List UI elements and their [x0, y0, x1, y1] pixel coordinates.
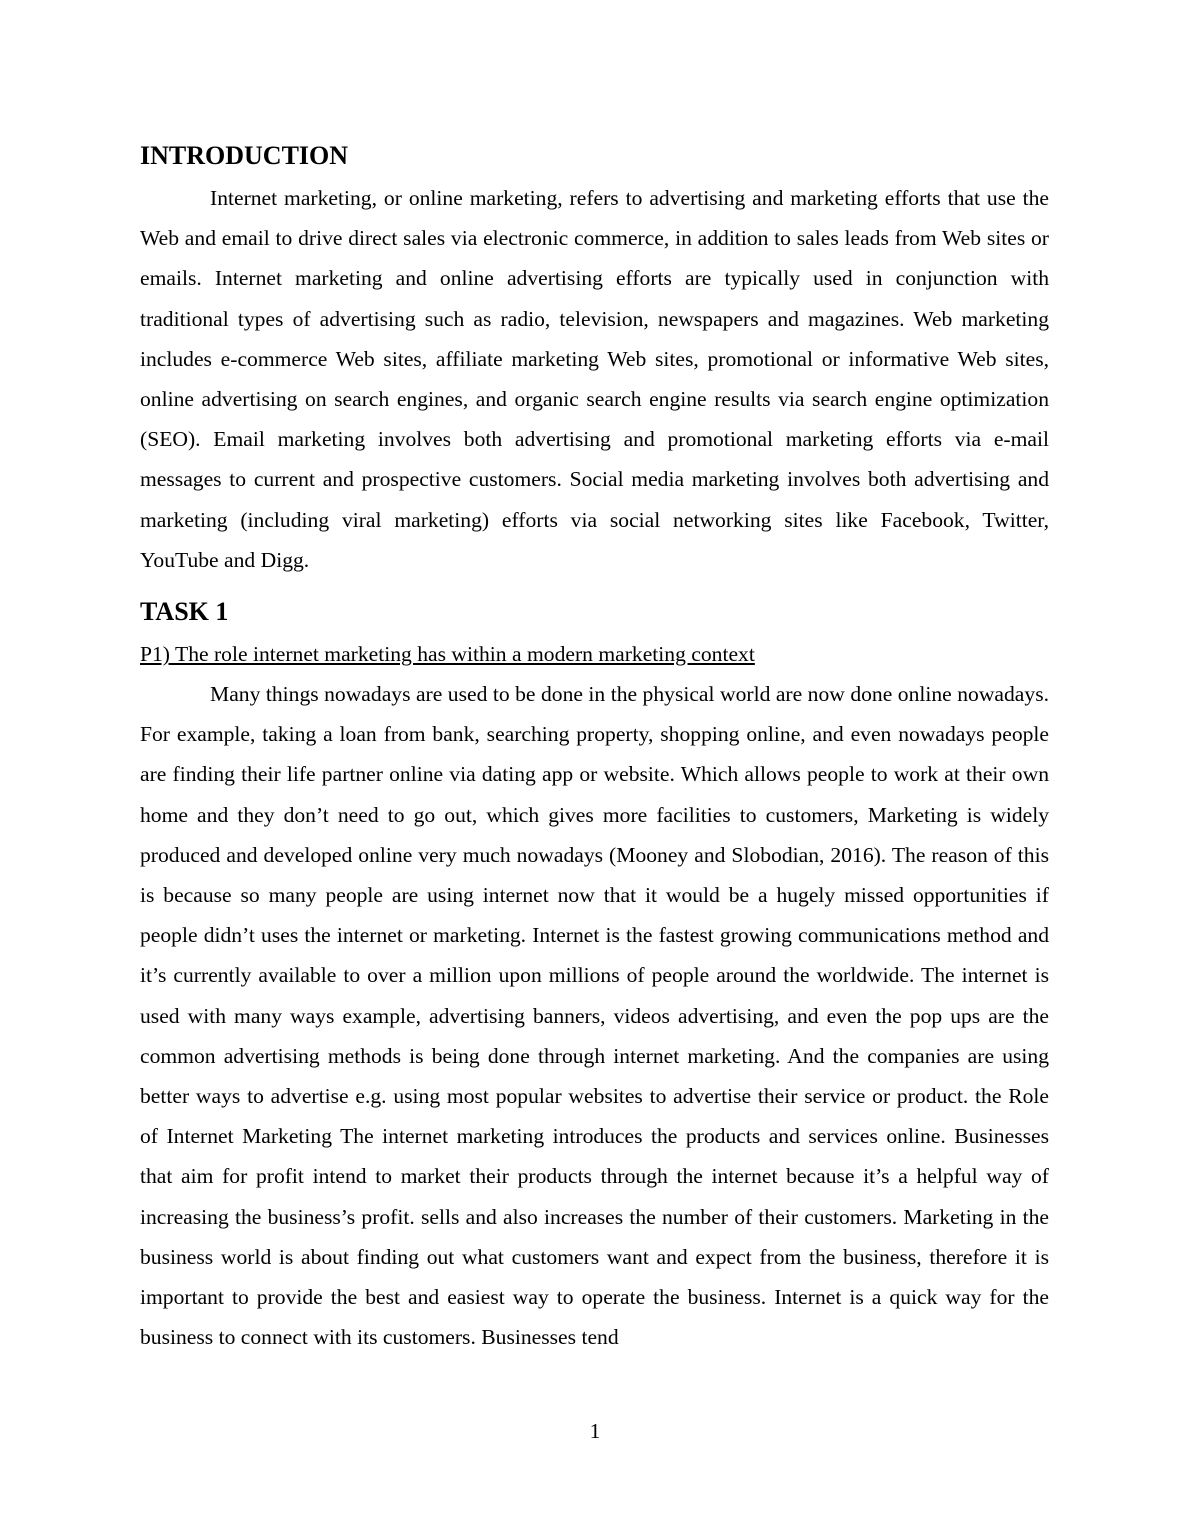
page-content [140, 138, 1049, 1357]
task-1-heading: TASK 1 [140, 597, 229, 627]
page-number: 1 [589, 1419, 601, 1443]
p1-paragraph: Many things nowadays are used to be done in the physical world are now done online nowadays. For example, taking a loan from bank, searching property, shopping online, and even nowadays people are finding their life partner online via dating app or website. Which allows people to work at their own home and they don’t need to go out, which gives more facilities to customers, Marketing is widely produced and developed online very much nowadays (Mooney and Slobodian, 2016). The reason of this is because so many people are using internet now that it would be a hugely missed opportunities if people didn’t uses the internet or marketing. Internet is the fastest growing communications method and it’s currently available to over a million upon millions of people around the worldwide. The internet is used with many ways example, advertising banners, videos advertising, and even the pop ups are the common advertising methods is being done through internet marketing. And the companies are using better ways to advertise e.g. using most popular websites to advertise their service or product. the Role of Internet Marketing The internet marketing introduces the products and services online. Businesses that aim for profit intend to market their products through the internet because it’s a helpful way of increasing the business’s profit. sells and also increases the number of their customers. Marketing in the business world is about finding out what customers want and expect from the business, therefore it is important to provide the best and easiest way to operate the business. Internet is a quick way for the business to connect with its customers. Businesses tend [140, 682, 1049, 1350]
introduction-heading: INTRODUCTION [140, 141, 349, 170]
p1-subheading: P1) The role internet marketing has within a modern marketing context [140, 642, 755, 667]
introduction-paragraph: Internet marketing, or online marketing, refers to advertising and marketing efforts that use the Web and email to drive direct sales via electronic commerce, in addition to sales leads from Web sites or emails. Internet marketing and online advertising efforts are typically used in conjunction with traditional types of advertising such as radio, television, newspapers and magazines. Web marketing includes e-commerce Web sites, affiliate marketing Web sites, promotional or informative Web sites, online advertising on search engines, and organic search engine results via search engine optimization (SEO). Email marketing involves both advertising and promotional marketing efforts via e-mail messages to current and prospective customers. Social media marketing involves both advertising and marketing (including viral marketing) efforts via social networking sites like Facebook, Twitter, YouTube and Digg. [140, 186, 1049, 572]
